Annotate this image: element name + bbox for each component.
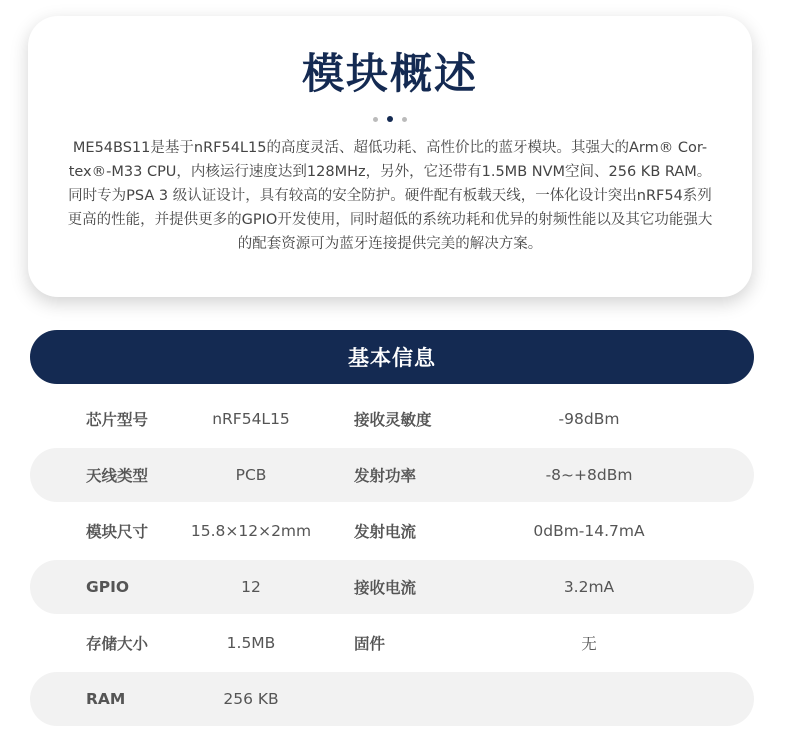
spec-label: 芯片型号 [86, 411, 149, 429]
overview-title: 模块概述 [301, 49, 478, 98]
spec-label: RAM [86, 690, 126, 708]
spec-label: GPIO [86, 578, 130, 596]
spec-value: 12 [241, 578, 261, 596]
spec-row [30, 392, 754, 446]
spec-label: 存储大小 [86, 635, 149, 653]
spec-value: 0dBm-14.7mA [533, 522, 645, 540]
spec-row [30, 672, 754, 726]
spec-row [30, 504, 754, 558]
carousel-dot[interactable] [373, 117, 378, 122]
spec-value: -98dBm [558, 410, 620, 428]
spec-value: 3.2mA [563, 578, 615, 596]
spec-row [30, 616, 754, 670]
spec-row [30, 448, 754, 502]
spec-table [30, 392, 754, 728]
spec-value: PCB [235, 466, 267, 484]
carousel-dot-active[interactable] [387, 116, 393, 122]
spec-value: 256 KB [223, 690, 279, 708]
carousel-dot[interactable] [402, 117, 407, 122]
overview-card [28, 16, 752, 297]
spec-label: 接收灵敏度 [354, 411, 432, 429]
overview-description: ME54BS11是基于nRF54L15的高度灵活、超低功耗、高性价比的蓝牙模块。其强大的Arm® Cor-tex®-M33 CPU，内核运行速度达到128MHz，另外，它还带有1.5MB NVM空间、256 KB RAM。同时专为PSA 3 级认证设计，具有较高的安全防护。硬件配有板载天线，一体化设计突出nRF54系列更高的性能，并提供更多的GPIO开发使用，同时超低的系统功耗和优异的射频性能以及其它功能强大的配套资源可为蓝牙连接提供完美的解决方案。 [67, 140, 713, 252]
spec-label: 发射电流 [354, 523, 417, 541]
spec-value: 15.8×12×2mm [190, 522, 312, 540]
spec-label: 固件 [354, 635, 386, 653]
spec-value: 1.5MB [226, 634, 276, 652]
spec-label: 发射功率 [354, 467, 417, 485]
spec-value: nRF54L15 [212, 410, 290, 428]
carousel-dots [28, 114, 752, 124]
spec-value: 无 [581, 635, 597, 653]
spec-value: -8~+8dBm [545, 466, 633, 484]
basic-info-header: 基本信息 [30, 330, 754, 384]
spec-label: 天线类型 [86, 467, 149, 485]
spec-row [30, 560, 754, 614]
spec-label: 接收电流 [354, 579, 417, 597]
spec-label: 模块尺寸 [86, 523, 149, 541]
